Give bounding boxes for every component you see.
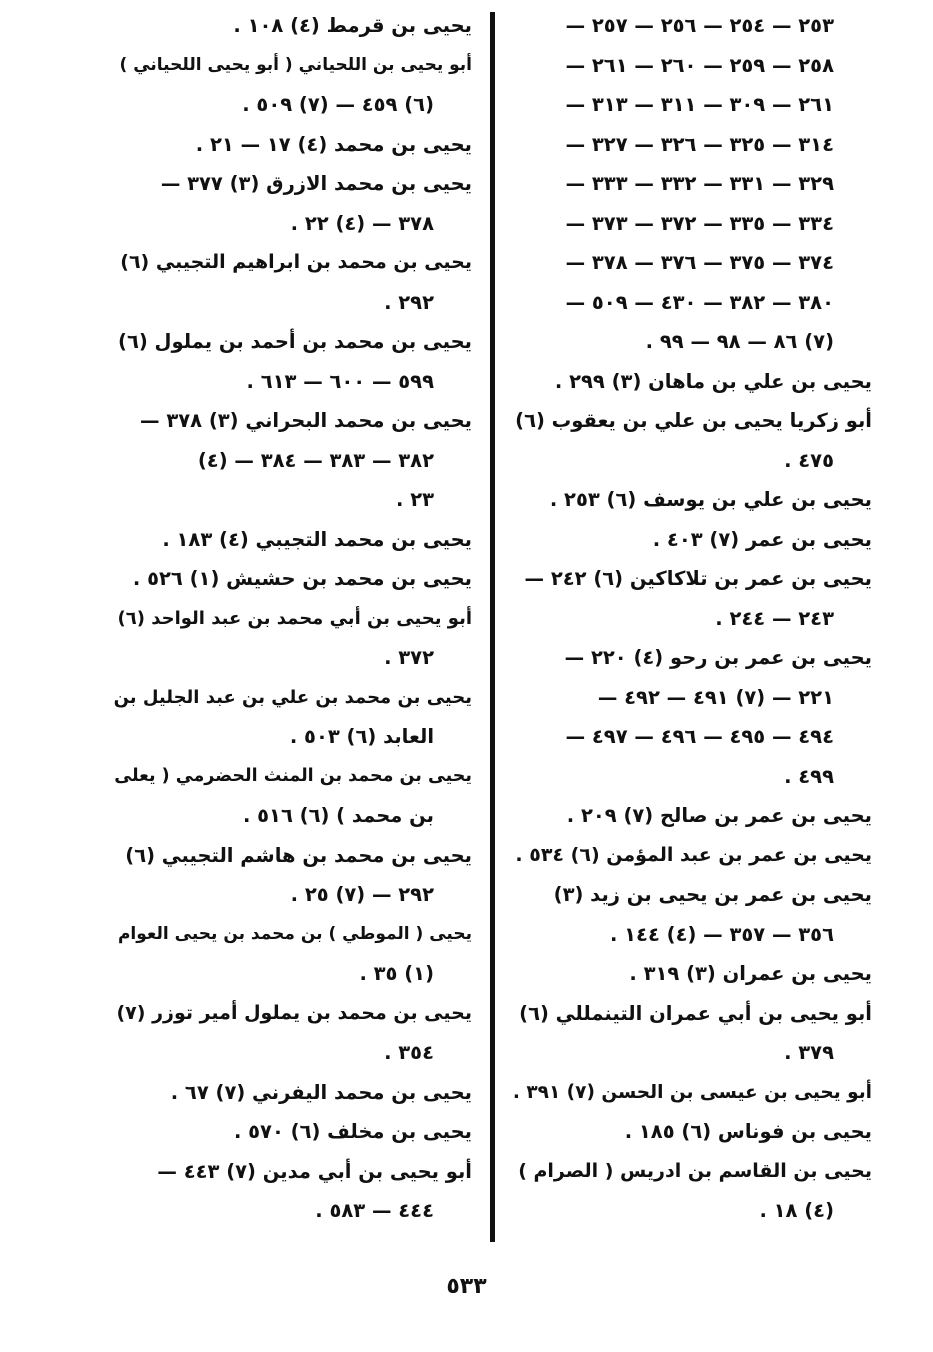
index-entry-line: ٢٥٨ — ٢٥٩ — ٢٦٠ — ٢٦١ — — [565, 53, 834, 77]
index-entry-line: ٤٩٩ . — [784, 764, 834, 788]
index-column-right — [512, 6, 872, 1231]
index-column-left — [112, 6, 472, 1231]
index-entry-line: أبو يحيى بن اللحياني ( أبو يحيى اللحياني ) — [119, 54, 472, 75]
index-entry-line: ٣٧٤ — ٣٧٥ — ٣٧٦ — ٣٧٨ — — [565, 251, 834, 274]
index-entry-line: يحيى بن فوناس (٦) ١٨٥ . — [624, 1120, 872, 1143]
index-entry-line: بن محمد ) (٦) ٥١٦ . — [242, 804, 434, 827]
index-entry-line: أبو يحيى بن عيسى بن الحسن (٧) ٣٩١ . — [512, 1081, 872, 1103]
index-entry-line: ٢٥٣ — ٢٥٤ — ٢٥٦ — ٢٥٧ — — [565, 14, 834, 37]
index-entry-line: ٣٨٢ — ٣٨٣ — ٣٨٤ — (٤) — [197, 448, 434, 472]
index-entry-line: يحيى بن محمد (٤) ١٧ — ٢١ . — [195, 132, 472, 156]
index-entry-line: يحيى بن محمد اليفرني (٧) ٦٧ . — [170, 1080, 472, 1104]
column-divider — [490, 12, 495, 1242]
index-entry-line: العابد (٦) ٥٠٣ . — [289, 725, 434, 748]
index-entry-line: ٣٨٠ — ٣٨٢ — ٤٣٠ — ٥٠٩ — — [565, 290, 834, 314]
index-entry-line: (٧) ٨٦ — ٩٨ — ٩٩ . — [645, 330, 834, 353]
index-entry-line: ٤٧٥ . — [784, 448, 834, 472]
index-entry-line: يحيى بن محمد بن المنث الحضرمي ( يعلى — [114, 765, 472, 786]
index-entry-line: (١) ٣٥ . — [359, 962, 434, 985]
index-entry-line: يحيى بن عمر (٧) ٤٠٣ . — [652, 527, 872, 551]
index-entry-line: ٢٦١ — ٣٠٩ — ٣١١ — ٣١٣ — — [565, 93, 834, 116]
index-entry-line: يحيى بن عمران (٣) ٣١٩ . — [629, 962, 872, 985]
index-entry-line: ٢٩٢ — (٧) ٢٥ . — [290, 883, 434, 906]
index-entry-line: ٣٢٩ — ٣٣١ — ٣٣٢ — ٣٣٣ — — [565, 172, 834, 195]
index-entry-line: ٣٧٢ . — [384, 646, 434, 669]
index-entry-line: يحيى بن عمر بن يحيى بن زيد (٣) — [553, 883, 872, 906]
index-entry-line: يحيى بن محمد بن حشيش (١) ٥٢٦ . — [132, 567, 472, 590]
index-entry-line: يحيى بن قرمط (٤) ١٠٨ . — [233, 14, 472, 37]
index-entry-line: يحيى بن محمد الازرق (٣) ٣٧٧ — — [160, 172, 472, 195]
index-entry-line: أبو يحيى بن أبي مدين (٧) ٤٤٣ — — [157, 1159, 472, 1183]
index-entry-line: (٤) ١٨ . — [759, 1199, 834, 1222]
index-entry-line: ٣١٤ — ٣٢٥ — ٣٢٦ — ٣٢٧ — — [565, 132, 834, 156]
index-entry-line: يحيى ( الموطي ) بن محمد بن يحيى العوام — [117, 923, 472, 944]
index-entry-line: ٤٩٤ — ٤٩٥ — ٤٩٦ — ٤٩٧ — — [565, 725, 834, 748]
index-entry-line: يحيى بن محمد بن علي بن عبد الجليل بن — [113, 686, 472, 708]
index-entry-line: يحيى بن علي بن يوسف (٦) ٢٥٣ . — [549, 488, 872, 511]
index-entry-line: ٣٧٩ . — [784, 1041, 834, 1064]
index-entry-line: أبو يحيى بن أبي محمد بن عبد الواحد (٦) — [117, 607, 472, 629]
index-entry-line: يحيى بن محمد البحراني (٣) ٣٧٨ — — [140, 409, 472, 432]
index-entry-line: ٣٥٦ — ٣٥٧ — (٤) ١٤٤ . — [609, 922, 834, 946]
index-entry-line: يحيى بن القاسم بن ادريس ( الصرام ) — [518, 1159, 872, 1182]
index-entry-line: ٤٤٤ — ٥٨٣ . — [315, 1199, 434, 1222]
index-entry-line: (٦) ٤٥٩ — (٧) ٥٠٩ . — [242, 93, 434, 116]
page-number: ٥٣٣ — [446, 1274, 487, 1299]
index-entry-line: أبو زكريا يحيى بن علي بن يعقوب (٦) — [515, 409, 872, 432]
index-entry-line: ٣٥٤ . — [384, 1041, 434, 1064]
index-entry-line: يحيى بن عمر بن صالح (٧) ٢٠٩ . — [566, 804, 872, 827]
index-entry-line: ٢٤٣ — ٢٤٤ . — [715, 606, 834, 630]
index-entry-line: يحيى بن محمد بن هاشم التجيبي (٦) — [125, 843, 472, 867]
index-entry-line: أبو يحيى بن أبي عمران التينمللي (٦) — [519, 1001, 872, 1025]
index-entry-line: يحيى بن عمر بن عبد المؤمن (٦) ٥٣٤ . — [515, 843, 872, 866]
index-entry-line: ٢٣ . — [395, 488, 434, 511]
index-entry-line: ٣٧٨ — (٤) ٢٢ . — [290, 211, 434, 235]
index-entry-line: يحيى بن علي بن ماهان (٣) ٢٩٩ . — [554, 369, 872, 393]
index-entry-line: ٢٢١ — (٧) ٤٩١ — ٤٩٢ — — [597, 685, 834, 709]
index-entry-line: يحيى بن محمد بن ابراهيم التجيبي (٦) — [120, 251, 472, 273]
index-entry-line: ٣٣٤ — ٣٣٥ — ٣٧٢ — ٣٧٣ — — [565, 211, 834, 235]
index-entry-line: يحيى بن محمد بن يملول أمير توزر (٧) — [116, 1001, 472, 1024]
index-entry-line: يحيى بن عمر بن تلاكاكين (٦) ٢٤٢ — — [524, 567, 872, 590]
index-entry-line: ٥٩٩ — ٦٠٠ — ٦١٣ . — [246, 369, 434, 393]
index-entry-line: يحيى بن عمر بن رحو (٤) ٢٢٠ — — [564, 646, 872, 669]
index-entry-line: يحيى بن مخلف (٦) ٥٧٠ . — [233, 1120, 472, 1143]
index-entry-line: يحيى بن محمد بن أحمد بن يملول (٦) — [118, 330, 472, 353]
index-entry-line: يحيى بن محمد التجيبي (٤) ١٨٣ . — [162, 527, 472, 551]
index-entry-line: ٢٩٢ . — [384, 290, 434, 314]
